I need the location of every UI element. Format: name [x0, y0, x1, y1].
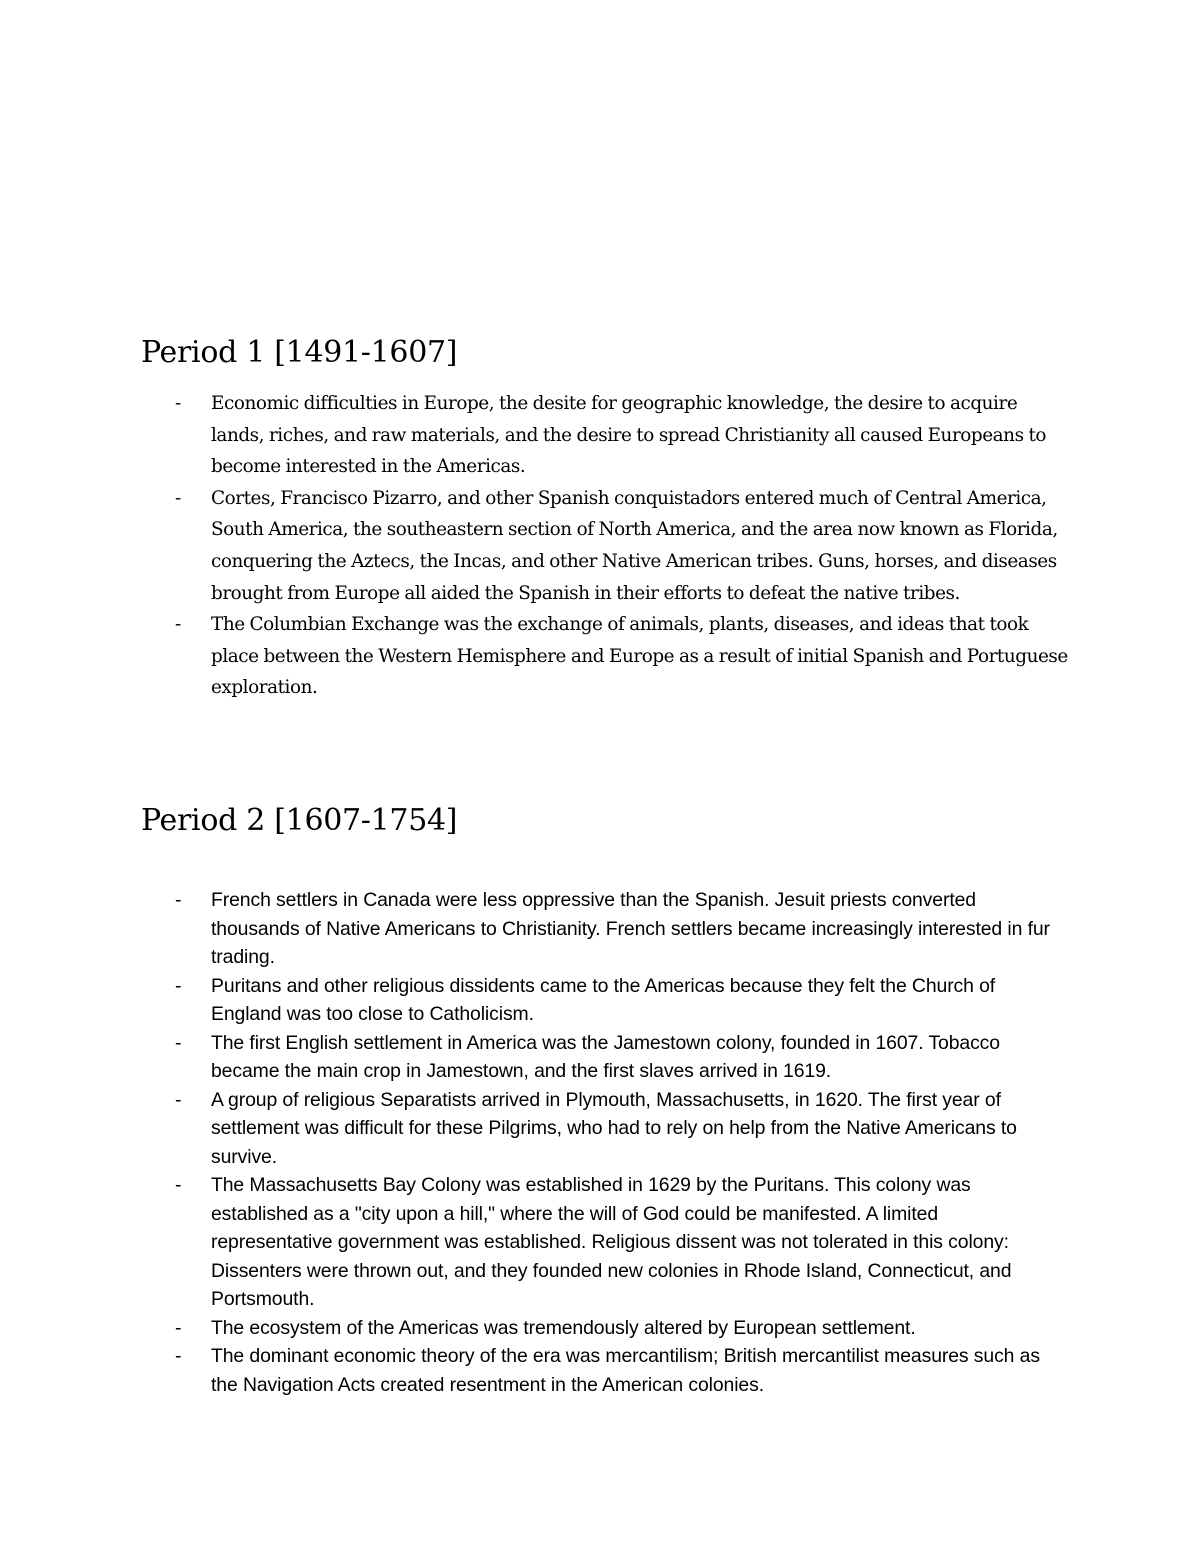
list-item	[0, 483, 1071, 609]
list-item	[0, 388, 1071, 483]
bullet-dash: -	[175, 889, 182, 911]
bullet-dash: -	[175, 393, 181, 414]
list-item-text: The first English settlement in America was the Jamestown colony, founded in 1607. Tobacco became the main crop in Jamestown, and the first slaves arrived in 1619.	[211, 1031, 1000, 1082]
bullet-dash: -	[175, 974, 182, 997]
bullet-dash: -	[175, 614, 181, 636]
list-item-text: The Massachusetts Bay Colony was established in 1629 by the Puritans. This colony was established as a "city upon a hill," where the will of God could be manifested. A limited representative government was established. Religious dissent was not tolerated in this colony: Dissenters were thrown out, and they founded new colonies in Rhode Island, Connecticut, and Portsmouth.	[211, 1174, 1012, 1310]
list-item-text: Economic difficulties in Europe, the desite for geographic knowledge, the desire to acquire lands, riches, and raw materials, and the desire to spread Christianity all caused Europeans to become interested in the Americas.	[211, 393, 1047, 478]
list-item-text: French settlers in Canada were less oppressive than the Spanish. Jesuit priests converted thousands of Native Americans to Christianity. French settlers became increasingly interested in fur trading.	[211, 889, 1050, 968]
list-item	[0, 1342, 1061, 1399]
bullet-dash: -	[175, 1316, 182, 1339]
bullet-dash: -	[175, 1088, 182, 1111]
section-heading-period-1: Period 1 [1491-1607]	[141, 335, 458, 370]
list-item	[0, 1086, 1061, 1172]
period-1-bullet-list	[0, 388, 1071, 704]
bullet-dash: -	[175, 1174, 182, 1196]
list-item-text: A group of religious Separatists arrived in Plymouth, Massachusetts, in 1620. The first year of settlement was difficult for these Pilgrims, who had to rely on help from the Native Americans to survive.	[211, 1088, 1017, 1168]
bullet-dash: -	[175, 1345, 182, 1367]
bullet-dash: -	[175, 487, 181, 509]
list-item-text: The Columbian Exchange was the exchange of animals, plants, diseases, and ideas that took place between the Western Hemisphere and Europe as a result of initial Spanish and Portuguese exploration.	[211, 614, 1068, 699]
list-item	[0, 1314, 1061, 1343]
list-item-text: Cortes, Francisco Pizarro, and other Spanish conquistadors entered much of Central America, South America, the southeastern section of North America, and the area now known as Florida, conquering the Aztecs, the Incas, and other Native American tribes. Guns, horses, and diseases brought from Europe all aided the Spanish in their efforts to defeat the native tribes.	[211, 487, 1058, 604]
period-2-bullet-list	[0, 886, 1061, 1399]
list-item-text: Puritans and other religious dissidents came to the Americas because they felt the Church of England was too close to Catholicism.	[211, 974, 996, 1025]
list-item-text: The dominant economic theory of the era was mercantilism; British mercantilist measures such as the Navigation Acts created resentment in the American colonies.	[211, 1345, 1040, 1396]
list-item	[0, 972, 1061, 1029]
list-item	[0, 609, 1071, 704]
section-heading-period-2: Period 2 [1607-1754]	[141, 803, 458, 838]
list-item	[0, 1171, 1061, 1314]
list-item-text: The ecosystem of the Americas was tremendously altered by European settlement.	[211, 1316, 916, 1339]
bullet-dash: -	[175, 1031, 182, 1054]
list-item	[0, 886, 1061, 972]
list-item	[0, 1029, 1061, 1086]
